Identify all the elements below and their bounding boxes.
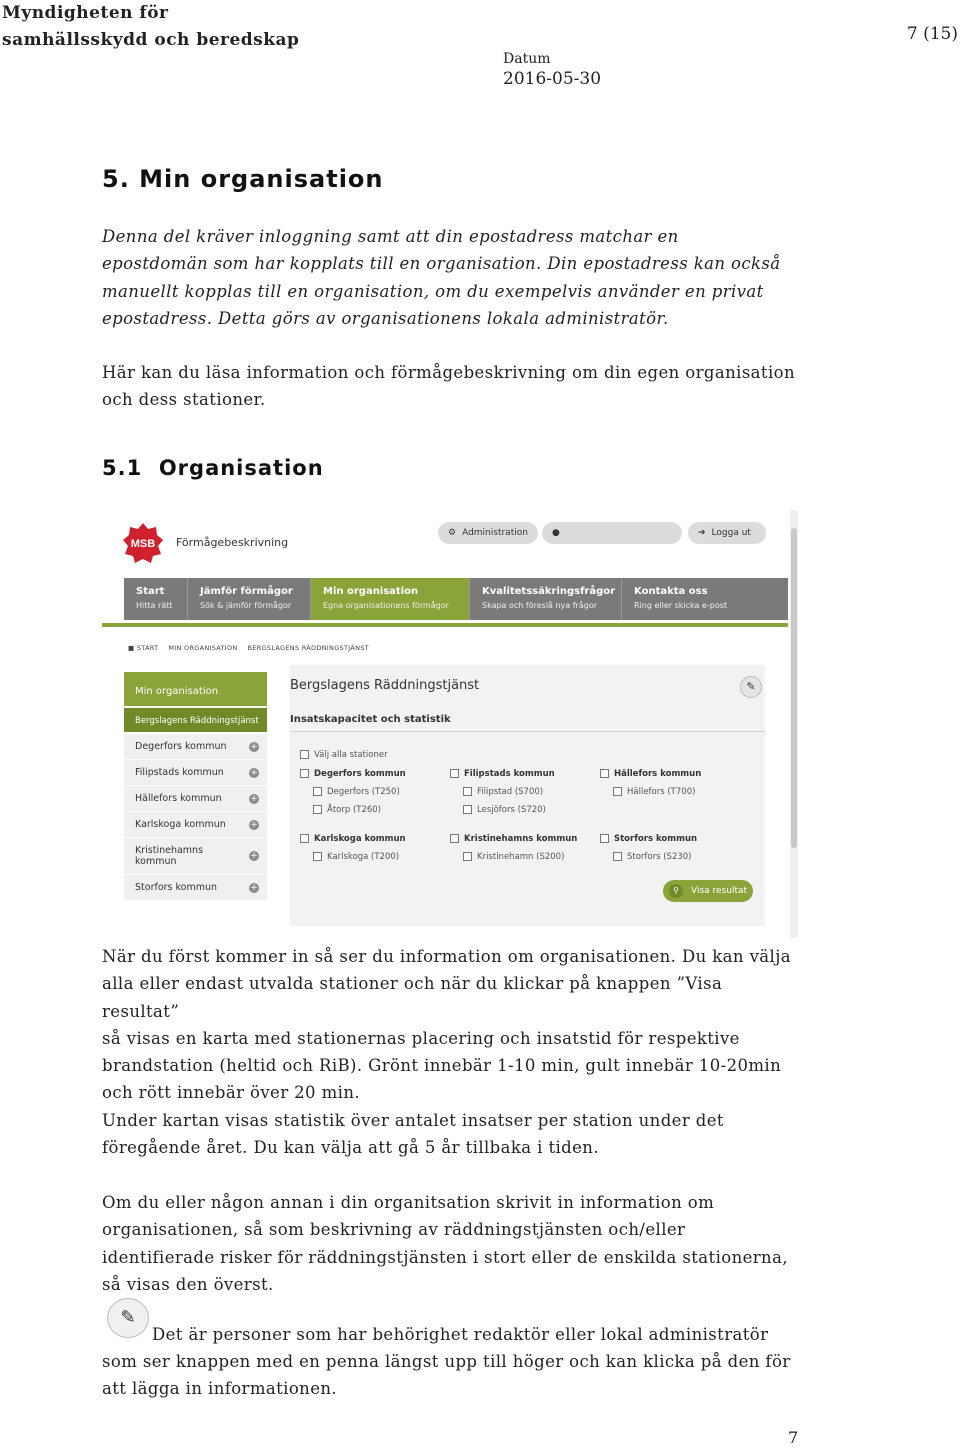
breadcrumb-start[interactable]: ■ START bbox=[128, 644, 159, 652]
organisation-title: Bergslagens Räddningstjänst bbox=[290, 678, 480, 693]
sidebar-title[interactable]: Min organisation bbox=[124, 672, 267, 706]
divider bbox=[290, 731, 765, 732]
nav-accent-line bbox=[102, 623, 788, 627]
text-line: Om du eller någon annan i din organitsation skrivit in information om bbox=[102, 1193, 715, 1212]
text-line: brandstation (heltid och RiB). Grönt innebär 1-10 min, gult innebär 10-20min bbox=[102, 1056, 782, 1076]
paragraph-statistics bbox=[102, 1107, 802, 1162]
nav-subtitle: Hitta rätt bbox=[136, 601, 173, 610]
expand-icon[interactable]: + bbox=[250, 819, 258, 830]
nav-contact[interactable] bbox=[622, 578, 788, 620]
expand-icon[interactable]: + bbox=[250, 793, 258, 804]
main-nav bbox=[124, 578, 788, 620]
nav-compare[interactable] bbox=[188, 578, 311, 620]
text-line: organisationen, så som beskrivning av räddningstjänsten och/eller bbox=[102, 1220, 686, 1240]
checkbox-icon bbox=[300, 750, 309, 759]
intro-line: epostadress. Detta görs av organisationens lokala administratör. bbox=[102, 308, 669, 328]
breadcrumb-my-organisation[interactable]: MIN ORGANISATION bbox=[168, 644, 238, 652]
breadcrumb bbox=[128, 644, 369, 652]
text-line: så visas en karta med stationernas placering och insatstid för respektive bbox=[102, 1028, 740, 1048]
sidebar-item[interactable]: Kristinehamns kommun + bbox=[124, 838, 267, 875]
paragraph-description bbox=[102, 1189, 802, 1298]
sidebar-item[interactable]: Degerfors kommun + bbox=[124, 734, 267, 760]
footer-page-number: 7 bbox=[788, 1428, 799, 1447]
group-checkbox[interactable]: Filipstads kommun bbox=[450, 769, 555, 779]
app-name: Förmågebeskrivning bbox=[176, 536, 289, 549]
show-result-label: Visa resultat bbox=[691, 886, 748, 896]
group-checkbox[interactable]: Karlskoga kommun bbox=[300, 834, 406, 844]
nav-title: Kvalitetssäkringsfrågor bbox=[482, 586, 616, 597]
logout-icon: ➔ bbox=[698, 528, 706, 538]
paragraph-info bbox=[102, 943, 802, 1107]
nav-title: Min organisation bbox=[323, 586, 419, 597]
edit-pencil-icon[interactable]: ✎ bbox=[740, 676, 762, 698]
intro-line: Här kan du läsa information och förmågebeskrivning om din egen organisation bbox=[102, 363, 795, 382]
logout-label: Logga ut bbox=[711, 528, 751, 538]
page-indicator: 7 (15) bbox=[906, 24, 958, 44]
station-checkbox[interactable]: Hällefors (T700) bbox=[613, 787, 695, 797]
date-label: Datum bbox=[503, 51, 551, 67]
intro-italic bbox=[102, 223, 802, 332]
station-checkbox[interactable]: Storfors (S230) bbox=[613, 852, 692, 862]
text-line: och rött innebär över 20 min. bbox=[102, 1083, 360, 1103]
subsection-title: 5.1 Organisation bbox=[102, 456, 324, 480]
nav-subtitle: Skapa och föreslå nya frågor bbox=[482, 601, 598, 610]
agency-name bbox=[2, 0, 299, 54]
text-line: föregående året. Du kan välja att gå 5 år tillbaka i tiden. bbox=[102, 1138, 599, 1158]
sidebar-selected[interactable]: Bergslagens Räddningstjänst bbox=[124, 708, 267, 732]
expand-icon[interactable]: + bbox=[250, 767, 258, 778]
select-all-checkbox[interactable]: Välj alla stationer bbox=[300, 750, 388, 760]
msb-logo bbox=[122, 522, 164, 564]
intro-paragraph bbox=[102, 359, 802, 414]
station-checkbox[interactable]: Åtorp (T260) bbox=[313, 805, 381, 815]
nav-subtitle: Ring eller skicka e-post bbox=[634, 601, 728, 610]
sidebar-item[interactable]: Karlskoga kommun + bbox=[124, 812, 267, 838]
home-icon: ■ bbox=[128, 644, 135, 652]
administration-label: Administration bbox=[462, 528, 528, 538]
text-line: identifierade risker för räddningstjänsten i stort eller de enskilda stationerna, bbox=[102, 1247, 788, 1267]
administration-button[interactable] bbox=[438, 522, 538, 544]
nav-subtitle: Sök & jämför förmågor bbox=[200, 601, 292, 610]
expand-icon[interactable]: + bbox=[250, 741, 258, 752]
intro-line: epostdomän som har kopplats till en organisation. Din epostadress kan också bbox=[102, 254, 781, 274]
group-checkbox[interactable]: Hällefors kommun bbox=[600, 769, 701, 779]
user-icon: ● bbox=[552, 528, 560, 538]
logo-text: MSB bbox=[130, 538, 156, 550]
nav-start[interactable] bbox=[124, 578, 188, 620]
logout-button[interactable] bbox=[688, 522, 766, 544]
station-checkbox[interactable]: Karlskoga (T200) bbox=[313, 852, 399, 862]
nav-title: Jämför förmågor bbox=[200, 586, 293, 597]
nav-my-organisation[interactable] bbox=[311, 578, 470, 620]
nav-title: Kontakta oss bbox=[634, 586, 708, 597]
group-checkbox[interactable]: Kristinehamns kommun bbox=[450, 834, 577, 844]
text-line: alla eller endast utvalda stationer och när du klickar på knappen ”Visa resultat” bbox=[102, 974, 723, 1021]
breadcrumb-current: BERGSLAGENS RÄDDNINGSTJÄNST bbox=[247, 644, 369, 652]
intro-line: Denna del kräver inloggning samt att din epostadress matchar en bbox=[102, 227, 679, 246]
pencil-icon: ✎ bbox=[107, 1298, 149, 1338]
group-checkbox[interactable]: Degerfors kommun bbox=[300, 769, 406, 779]
sidebar-item[interactable]: Hällefors kommun + bbox=[124, 786, 267, 812]
text-line: att lägga in informationen. bbox=[102, 1379, 338, 1399]
agency-name-line2: samhällsskydd och beredskap bbox=[2, 30, 300, 50]
nav-quality[interactable] bbox=[470, 578, 622, 620]
station-checkbox[interactable]: Filipstad (S700) bbox=[463, 787, 543, 797]
sidebar-item[interactable]: Storfors kommun + bbox=[124, 875, 267, 901]
nav-subtitle: Egna organisationens förmågor bbox=[323, 601, 449, 610]
agency-name-line1: Myndigheten för bbox=[2, 3, 169, 23]
gear-icon: ⚙ bbox=[448, 528, 457, 538]
station-checkbox[interactable]: Degerfors (T250) bbox=[313, 787, 400, 797]
sidebar-list bbox=[124, 734, 267, 901]
embedded-screenshot bbox=[102, 510, 798, 938]
group-checkbox[interactable]: Storfors kommun bbox=[600, 834, 697, 844]
text-line: som ser knappen med en penna längst upp till höger och kan klicka på den för bbox=[102, 1352, 791, 1371]
expand-icon[interactable]: + bbox=[250, 851, 258, 861]
intro-line: manuellt kopplas till en organisation, om du exempelvis använder en privat bbox=[102, 281, 764, 301]
scrollbar-thumb[interactable] bbox=[791, 528, 797, 848]
station-checkbox[interactable]: Kristinehamn (S200) bbox=[463, 852, 564, 862]
text-line: När du först kommer in så ser du information om organisationen. Du kan välja bbox=[102, 947, 791, 966]
date-value: 2016-05-30 bbox=[503, 69, 602, 89]
section-title: 5. Min organisation bbox=[102, 165, 384, 193]
intro-line: och dess stationer. bbox=[102, 390, 266, 410]
text-line: Under kartan visas statistik över antalet insatser per station under det bbox=[102, 1111, 724, 1130]
sidebar-item[interactable]: Filipstads kommun + bbox=[124, 760, 267, 786]
text-line: Det är personer som har behörighet redaktör eller lokal administratör bbox=[152, 1325, 769, 1344]
capacity-title: Insatskapacitet och statistik bbox=[290, 714, 451, 725]
user-button[interactable] bbox=[542, 522, 682, 544]
nav-title: Start bbox=[136, 586, 165, 597]
station-checkbox[interactable]: Lesjöfors (S720) bbox=[463, 805, 546, 815]
paragraph-editor bbox=[102, 1348, 802, 1403]
expand-icon[interactable]: + bbox=[250, 882, 258, 893]
search-icon: ⚲ bbox=[669, 884, 683, 898]
show-result-button[interactable] bbox=[663, 880, 753, 902]
text-line: så visas den överst. bbox=[102, 1274, 274, 1294]
scrollbar[interactable] bbox=[790, 510, 798, 938]
